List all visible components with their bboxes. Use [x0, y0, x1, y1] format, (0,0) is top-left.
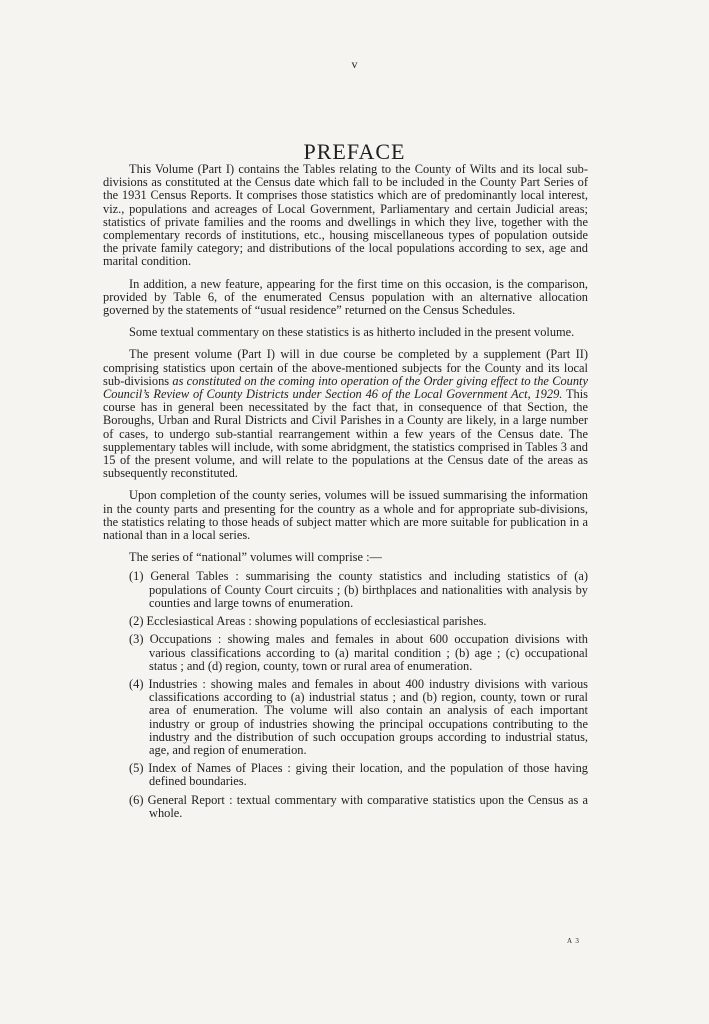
list-item: (5) Index of Names of Places : giving their location, and the population of those having defined boundaries.	[129, 761, 588, 789]
paragraph-4	[103, 348, 588, 480]
preface-body	[103, 163, 588, 825]
list-item: (2) Ecclesiastical Areas : showing populations of ecclesiastical parishes.	[129, 614, 487, 629]
paragraph-4-italic: as constituted on the coming into operation of the Order giving effect to the County Council’s Review of County Districts under Section 46 of the Local Government Act, 1929.	[103, 373, 588, 402]
paragraph-2: In addition, a new feature, appearing for the first time on this occasion, is the comparison, provided by Table 6, of the enumerated Census population with an alternative allocation governed by the statements of “usual residence” returned on the Census Schedules.	[103, 276, 588, 318]
series-intro: The series of “national” volumes will comprise :—	[129, 550, 382, 565]
page-number: v	[351, 57, 358, 71]
paragraph-4-text-a: The present volume (Part I) will in due course be completed by a supplement (Part II) comprising statistics upon certain of the above-mentioned subjects for the County and its local sub-divisions	[103, 347, 588, 388]
paragraph-3: Some textual commentary on these statistics is as hitherto included in the present volume.	[129, 325, 575, 340]
list-item: (6) General Report : textual commentary with comparative statistics upon the Census as a whole.	[129, 792, 588, 820]
paragraph-5: Upon completion of the county series, volumes will be issued summarising the information in the county parts and presenting for the country as a whole and for appropriate sub-divisions, the statistics relating to those heads of subject matter which are more suitable for publication in a national than in a local series.	[103, 488, 588, 543]
list-item: (4) Industries : showing males and females in about 400 industry divisions with various classifications according to (a) industrial status ; and (b) region, county, town or rural area of enumeration. The volume will also contain an analysis of each important industry or group of industries showing the principal occupations contributing to the industry and the distribution of such occupation groups according to industrial status, age, and region of enumeration.	[129, 676, 588, 757]
national-volumes-list	[103, 570, 588, 819]
page-title: PREFACE	[303, 138, 406, 164]
list-item: (1) General Tables : summarising the county statistics and including statistics of (a) populations of County Court circuits ; (b) birthplaces and nationalities with analysis by counties and large towns of enumeration.	[129, 569, 588, 610]
paragraph-1: This Volume (Part I) contains the Tables relating to the County of Wilts and its local sub-divisions as constituted at the Census date which fall to be included in the County Part Series of the 1931 Census Reports. It comprises those statistics which are of predominantly local interest, viz., populations and acreages of Local Government, Parliamentary and certain Judicial areas; statistics of private families and the rooms and dwellings in which they live, together with the complementary records of institutions, etc., housing miscellaneous types of population outside the private family category; and distributions of the local populations according to sex, age and marital condition.	[103, 162, 588, 269]
paragraph-4-text-b: This course has in general been necessitated by the fact that, in consequence of that Section, the Boroughs, Urban and Rural Districts and Civil Parishes in a County are likely, in a large number of cases, to undergo sub-stantial rearrangement within a few years of the Census date. The supplementary tables will include, with some abridgment, the statistics comprised in Tables 3 and 15 of the present volume, and will relate to the populations at the Census date of the areas as subsequently reconstituted.	[103, 387, 588, 481]
signature-mark: A 3	[567, 937, 580, 945]
list-item: (3) Occupations : showing males and females in about 600 occupation divisions with various classifications according to (a) marital condition ; (b) age ; (c) occupational status ; and (d) region, county, town or rural area of enumeration.	[129, 632, 588, 673]
